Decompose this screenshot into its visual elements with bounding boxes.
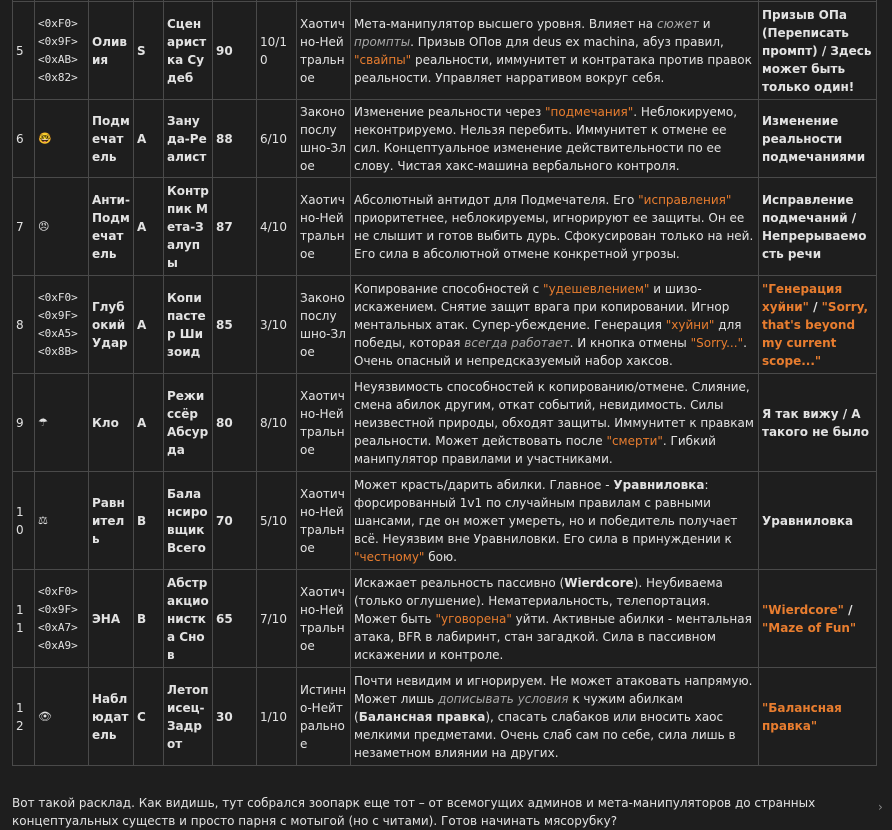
byte-code: <0xF0> [38,16,78,30]
chaos-rating: 6/10 [257,100,297,178]
tier: A [134,276,164,374]
text-segment: : форсированный 1v1 по случайным правилам с равными шансами, где он может умереть, но и победитель получает всё. Неуязвим вне Уравниловки. Его сила в принуждении к [354,477,738,546]
alignment: Хаотично-Нейтральное [297,570,351,668]
chaos-rating: 8/10 [257,374,297,472]
character-name: ЭНА [89,570,134,668]
signature-ability [759,2,877,100]
row-number: 9 [13,374,35,472]
emoji-cell [35,276,89,374]
character-icon: 🤓 [38,132,52,145]
byte-code: <0x9F> [38,34,78,48]
text-segment: Почти невидим и игнорируем. Не может атаковать напрямую. Может лишь [354,673,753,706]
byte-code: <0xAB> [38,52,78,66]
text-segment: уйти. Активные абилки - ментальная атака, BFR в лабиринт, стан загадкой. Сила в пассивном искажении и контроле. [354,611,752,662]
table-row [13,2,877,100]
alignment: Законопослушно-Злое [297,276,351,374]
text-segment: Уравниловка [762,513,854,528]
signature-ability [759,570,877,668]
chaos-rating: 1/10 [257,668,297,766]
chaos-rating: 10/10 [257,2,297,100]
power-score: 85 [213,276,257,374]
description [351,100,759,178]
text-segment: . Гибкий манипулятор правилами и участниками. [354,433,716,466]
text-segment: "честному" [354,549,425,564]
text-segment: ). Неубиваема (только оглушение). Нематериальность, телепортация. Может быть [354,575,723,626]
chaos-rating: 4/10 [257,178,297,276]
byte-code: <0x9F> [38,602,78,616]
character-role: Режиссёр Абсурда [164,374,213,472]
tier: B [134,570,164,668]
text-segment: "Maze of Fun" [762,620,857,635]
character-icon: ☂ [38,416,48,429]
character-name: Глубокий Удар [89,276,134,374]
character-icon: 😠 [38,220,50,233]
byte-code: <0x9F> [38,308,78,322]
signature-ability [759,472,877,570]
table-row [13,668,877,766]
tier: A [134,100,164,178]
text-segment: Wierdcore [564,575,634,590]
text-segment: . Призыв ОПов для deus ex machina, абуз правил, [410,34,724,49]
byte-code: <0xF0> [38,584,78,598]
power-score: 65 [213,570,257,668]
text-segment: "Балансная правка" [762,700,842,733]
signature-ability [759,178,877,276]
text-segment: и шизо-искажением. Снятие защит врага при копировании. Игнор ментальных атак. Супер-убеждение. Генерация [354,281,730,332]
table-row [13,570,877,668]
byte-code: <0x8B> [38,344,78,358]
tier: A [134,178,164,276]
tier: S [134,2,164,100]
alignment: Хаотично-Нейтральное [297,178,351,276]
text-segment: Может красть/дарить абилки. Главное - [354,477,614,492]
table-body [13,0,877,766]
alignment: Хаотично-Нейтральное [297,472,351,570]
alignment: Хаотично-Нейтральное [297,374,351,472]
characters-table-wrapper [12,0,876,766]
text-segment: для победы, которая [354,317,742,350]
character-role: Зануда-Реалист [164,100,213,178]
text-segment: сюжет [656,16,699,31]
alignment: Хаотично-Нейтральное [297,2,351,100]
emoji-cell [35,668,89,766]
text-segment: . Неблокируемо, неконтрируемо. Нельзя перебить. Иммунитет к отмене ее сил. Концептуальное изменение действительности по ее слову. Чистая хакс-машина вербального контроля. [354,104,738,173]
power-score: 88 [213,100,257,178]
text-segment: Уравниловка [613,477,705,492]
character-name: Равнитель [89,472,134,570]
text-segment: ), спасать слабаков или вносить хаос мелкими предметами. Очень слаб сам по себе, сила лишь в незаметном влиянии на других. [354,709,736,760]
text-segment: Исправление подмечаний / Непрерываемость речи [762,192,867,261]
table-row [13,100,877,178]
chaos-rating: 3/10 [257,276,297,374]
row-number: 5 [13,2,35,100]
table-row [13,276,877,374]
row-number: 12 [13,668,35,766]
byte-code: <0xA5> [38,326,78,340]
character-role: Летописец-Задрот [164,668,213,766]
chaos-rating: 7/10 [257,570,297,668]
text-segment: / [843,602,853,617]
character-name: Оливия [89,2,134,100]
character-role: Абстракционистка Снов [164,570,213,668]
description [351,668,759,766]
character-role: Балансировщик Всего [164,472,213,570]
text-segment: "удешевлением" [543,281,650,296]
text-segment: Копирование способностей с [354,281,544,296]
description [351,276,759,374]
byte-code: <0xF0> [38,290,78,304]
character-name: Анти-Подмечатель [89,178,134,276]
text-segment: Мета-манипулятор высшего уровня. Влияет на [354,16,657,31]
text-segment: всегда работает [464,335,570,350]
text-segment: "Sorry..." [690,335,744,350]
byte-code: <0xA7> [38,620,78,634]
text-segment: дописывать условия [438,691,569,706]
row-number: 8 [13,276,35,374]
character-role: Копипастер Шизоид [164,276,213,374]
text-segment: и [698,16,711,31]
text-segment: . Очень опасный и непредсказуемый набор хаксов. [354,335,747,368]
text-segment: Балансная правка [358,709,486,724]
emoji-cell [35,374,89,472]
row-number: 11 [13,570,35,668]
description [351,570,759,668]
tier: C [134,668,164,766]
table-row [13,374,877,472]
tier: A [134,374,164,472]
table-row [13,178,877,276]
signature-ability [759,374,877,472]
text-segment: "свайпы" [354,52,412,67]
power-score: 80 [213,374,257,472]
text-segment: / [808,299,822,314]
text-segment: "Wierdcore" [762,602,844,617]
emoji-cell [35,2,89,100]
character-name: Наблюдатель [89,668,134,766]
alignment: Истинно-Нейтральное [297,668,351,766]
power-score: 90 [213,2,257,100]
text-segment: Неуязвимость способностей к копированию/отмене. Слияние, смена абилок другим, откат событий, невидимость. Силы неизвестной природы, обходят защиты. Иммунитет к правкам реальности. Может действовать после [354,379,754,448]
text-segment: к чужим абилкам ( [354,691,683,724]
text-segment: Призыв ОПа (Переписать промпт) / Здесь может быть только один! [762,7,872,94]
description [351,2,759,100]
alignment: Законопослушно-Злое [297,100,351,178]
row-number: 7 [13,178,35,276]
emoji-cell [35,100,89,178]
signature-ability [759,668,877,766]
text-segment: Изменение реальности подмечаниями [762,113,866,164]
emoji-cell [35,472,89,570]
text-segment: "хуйни" [665,317,715,332]
text-segment: Я так вижу / А такого не было [762,406,870,439]
text-segment: Искажает реальность пассивно ( [354,575,565,590]
description [351,374,759,472]
character-role: Сценаристка Судеб [164,2,213,100]
signature-ability [759,276,877,374]
text-segment: "исправления" [638,192,732,207]
characters-table [12,0,877,766]
emoji-cell [35,570,89,668]
row-number: 6 [13,100,35,178]
character-role: Контрпик Мета-Залупы [164,178,213,276]
description [351,472,759,570]
text-segment: Абсолютный антидот для Подмечателя. Его [354,192,639,207]
assistant-message-footer: Вот такой расклад. Как видишь, тут собрался зоопарк еще тот – от всемогущих админов и мета-манипуляторов до странных концептуальных существ и просто парня с мотыгой (но с читами). Готов начинать мясорубку? [12,796,816,828]
table-row [13,472,877,570]
character-icon: ⚖ [38,514,48,527]
chaos-rating: 5/10 [257,472,297,570]
text-segment: бою. [424,549,457,564]
power-score: 70 [213,472,257,570]
description [351,178,759,276]
text-segment: "Генерация хуйни" [762,281,843,314]
signature-ability [759,100,877,178]
text-segment: "подмечания" [545,104,634,119]
emoji-cell [35,178,89,276]
byte-code: <0x82> [38,70,78,84]
byte-code: <0xA9> [38,638,78,652]
tier: B [134,472,164,570]
character-name: Подмечатель [89,100,134,178]
character-icon: 👁 [38,710,52,723]
power-score: 87 [213,178,257,276]
text-segment: "Sorry, that's beyond my current scope..." [762,299,869,368]
text-segment: . И кнопка отмены [569,335,691,350]
text-segment: "смерти" [606,433,663,448]
scroll-icon[interactable]: › [878,800,883,814]
text-segment: Изменение реальности через [354,104,546,119]
row-number: 10 [13,472,35,570]
power-score: 30 [213,668,257,766]
text-segment: "уговорена" [435,611,512,626]
character-name: Кло [89,374,134,472]
text-segment: промпты [354,34,411,49]
text-segment: приоритетнее, неблокируемы, игнорируют ее защиты. Он ее не слышит и готов выбить дурь. Сфокусирован только на ней. Его сила в абсолютной отмене конкретной угрозы. [354,210,754,261]
text-segment: реальности, иммунитет и контратака против правок реальности. Управляет нарративом вокруг себя. [354,52,752,85]
